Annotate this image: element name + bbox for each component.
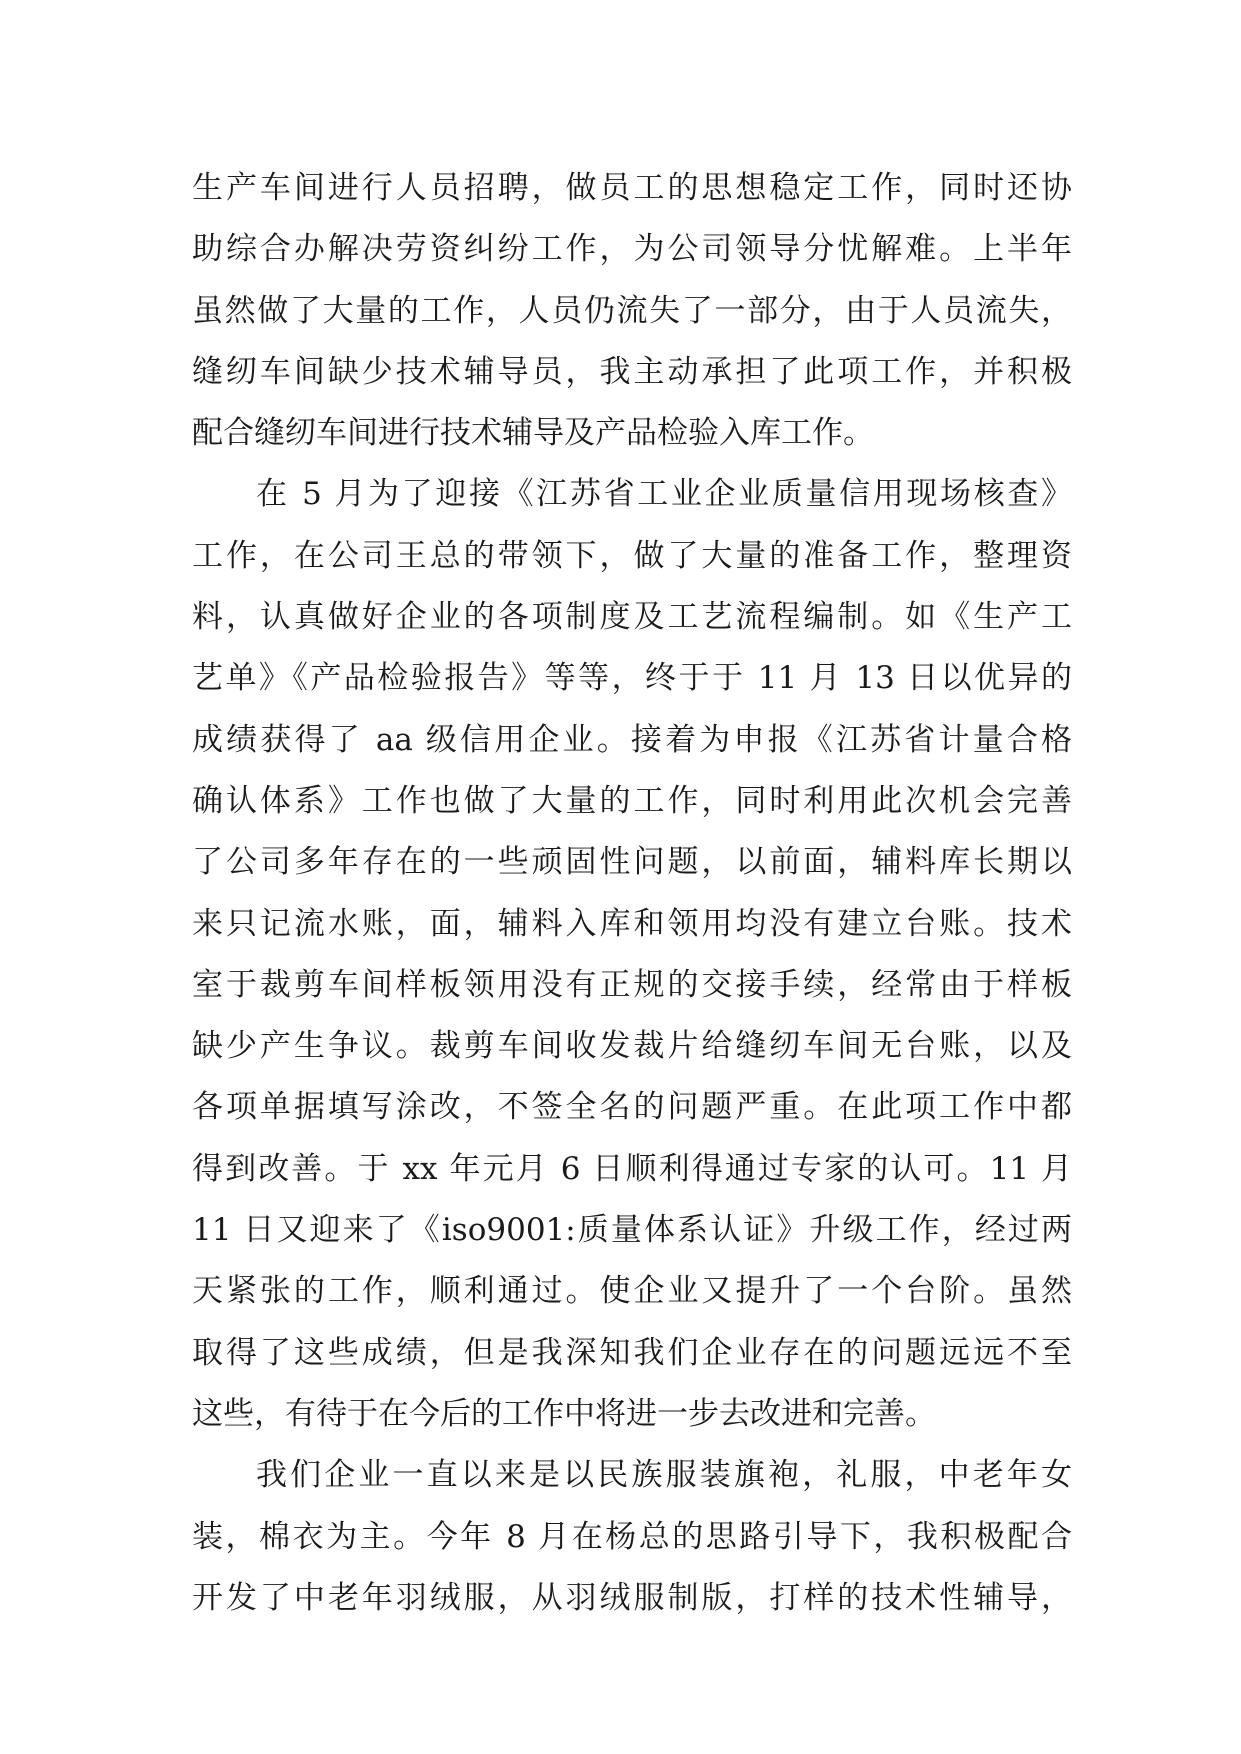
paragraph-1 (192, 158, 1072, 464)
text-line: 工作，在公司王总的带领下，做了大量的准备工作，整理资 (192, 537, 1072, 574)
text-line: 各项单据填写涂改，不签全名的问题严重。在此项工作中都 (192, 1089, 1072, 1126)
text-line: 了公司多年存在的一些顽固性问题，以前面，辅料库长期以 (192, 844, 1072, 881)
paragraph-2 (192, 464, 1072, 1445)
text-line: 成绩获得了 aa 级信用企业。接着为申报《江苏省计量合格 (192, 721, 1072, 758)
text-line: 缺少产生争议。裁剪车间收发裁片给缝纫车间无台账，以及 (192, 1028, 1072, 1065)
paragraph-3 (192, 1445, 1072, 1629)
text-line: 来只记流水账，面，辅料入库和领用均没有建立台账。技术 (192, 905, 1072, 942)
body-text (192, 158, 1072, 1629)
text-line: 虽然做了大量的工作，人员仍流失了一部分，由于人员流失， (192, 292, 1072, 329)
text-line: 室于裁剪车间样板领用没有正规的交接手续，经常由于样板 (192, 966, 1072, 1003)
text-line: 在 5 月为了迎接《江苏省工业企业质量信用现场核查》 (256, 476, 1072, 513)
text-line: 缝纫车间缺少技术辅导员，我主动承担了此项工作，并积极 (192, 353, 1072, 390)
text-line: 装，棉衣为主。今年 8 月在杨总的思路引导下，我积极配合 (192, 1518, 1072, 1555)
text-line: 我们企业一直以来是以民族服装旗袍，礼服，中老年女 (256, 1457, 1072, 1494)
text-line: 配合缝纫车间进行技术辅导及产品检验入库工作。 (192, 415, 874, 452)
text-line: 艺单》《产品检验报告》等等，终于于 11 月 13 日以优异的 (192, 660, 1072, 697)
text-line: 助综合办解决劳资纠纷工作，为公司领导分忧解难。上半年 (192, 231, 1072, 268)
text-line: 开发了中老年羽绒服，从羽绒服制版，打样的技术性辅导， (192, 1579, 1072, 1616)
text-line: 这些，有待于在今后的工作中将进一步去改进和完善。 (192, 1395, 936, 1432)
text-line: 生产车间进行人员招聘，做员工的思想稳定工作，同时还协 (192, 170, 1072, 206)
text-line: 料，认真做好企业的各项制度及工艺流程编制。如《生产工 (192, 599, 1072, 636)
text-line: 天紧张的工作，顺利通过。使企业又提升了一个台阶。虽然 (192, 1273, 1072, 1310)
text-line: 11 日又迎来了《iso9001:质量体系认证》升级工作，经过两 (192, 1212, 1072, 1249)
text-line: 得到改善。于 xx 年元月 6 日顺利得通过专家的认可。11 月 (192, 1150, 1072, 1187)
text-line: 取得了这些成绩，但是我深知我们企业存在的问题远远不至 (192, 1334, 1072, 1371)
text-line: 确认体系》工作也做了大量的工作，同时利用此次机会完善 (192, 782, 1072, 819)
